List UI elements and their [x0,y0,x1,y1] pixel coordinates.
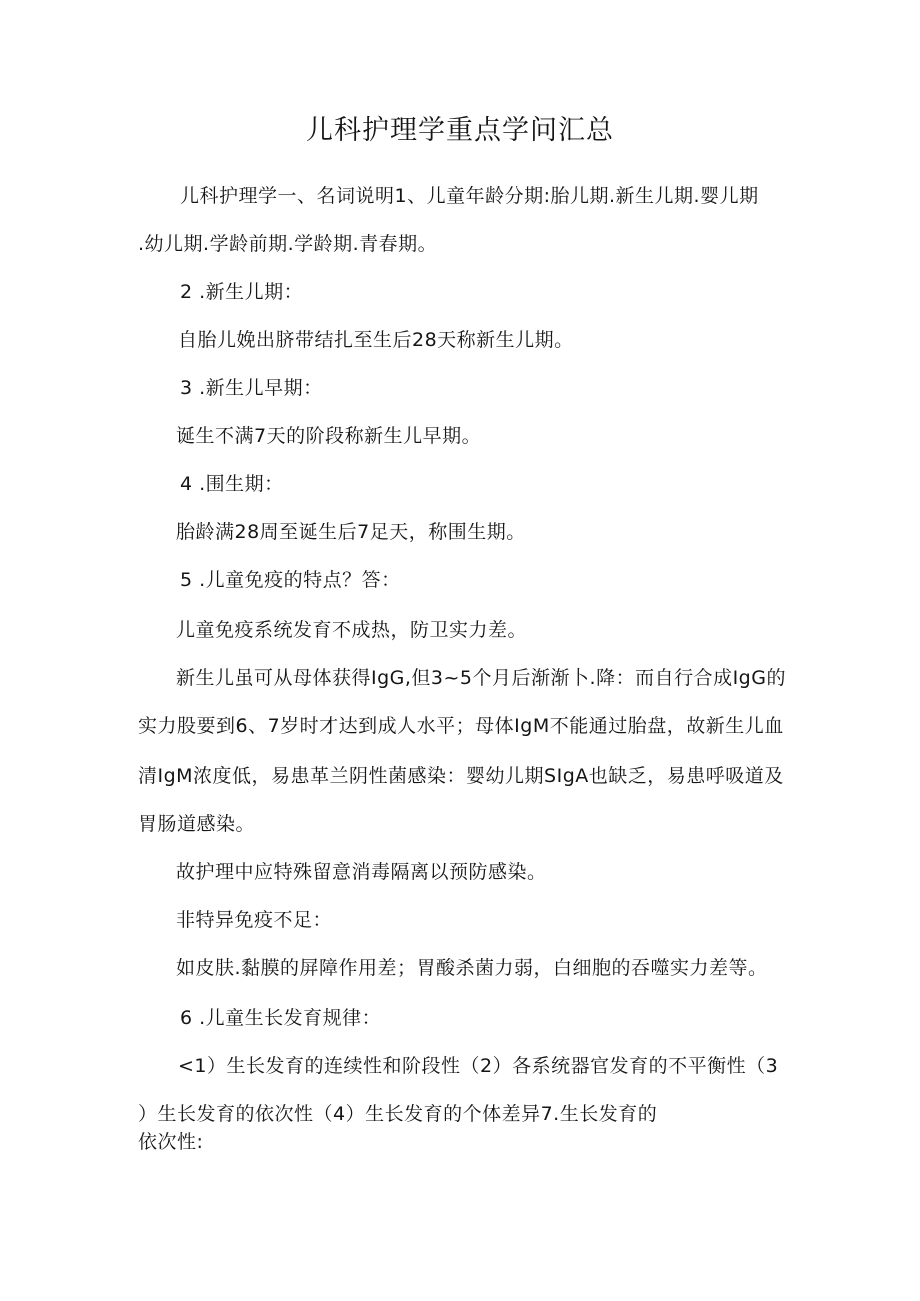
paragraph-line: 故护理中应特殊留意消毒隔离以预防感染。 [176,861,547,883]
document-title: 儿科护理学重点学问汇总 [306,115,614,146]
paragraph-line: 实力股要到6、7岁时才达到成人水平；母体IgM不能通过胎盘，故新生儿血 [138,715,784,737]
paragraph-line: 如皮肤.黏膜的屏障作用差；胃酸杀菌力弱，白细胞的吞噬实力差等。 [176,957,768,979]
section-heading: 6 .儿童生长发育规律： [180,1007,382,1029]
paragraph-line: 依次性: [138,1131,204,1153]
section-heading: 5 .儿童免疫的特点？答： [180,569,401,591]
paragraph-line: 儿科护理学一、名词说明1、儿童年龄分期:胎儿期.新生儿期.婴儿期 [180,185,759,207]
paragraph-line: 清IgM浓度低，易患革兰阴性菌感染：婴幼儿期SIgA也缺乏，易患呼吸道及 [138,765,784,787]
paragraph-line: 儿童免疫系统发育不成热，防卫实力差。 [176,619,528,641]
paragraph-line: 新生儿虽可从母体获得IgG,但3~5个月后渐渐卜.降：而自行合成IgG的 [176,667,786,689]
paragraph-line: .幼儿期.学龄前期.学龄期.青春期。 [138,233,438,255]
paragraph-line: 自胎儿娩出脐带结扎至生后28天称新生儿期。 [178,329,574,351]
section-heading: 3 .新生儿早期： [180,377,323,399]
paragraph-line: 胎龄满28周至诞生后7足天，称围生期。 [176,521,526,543]
paragraph-line: <1）生长发育的连续性和阶段性（2）各系统器官发育的不平衡性（3 [178,1055,779,1077]
paragraph-line: 非特异免疫不足： [176,909,333,931]
section-heading: 4 .围生期： [180,473,284,495]
paragraph-line: 诞生不满7天的阶段称新生儿早期。 [176,425,482,447]
paragraph-line: 胃肠道感染。 [138,813,256,835]
paragraph-line: ）生长发育的依次性（4）生长发育的个体差异7.生长发育的 [138,1103,658,1125]
section-heading: 2 .新生儿期： [180,281,304,303]
